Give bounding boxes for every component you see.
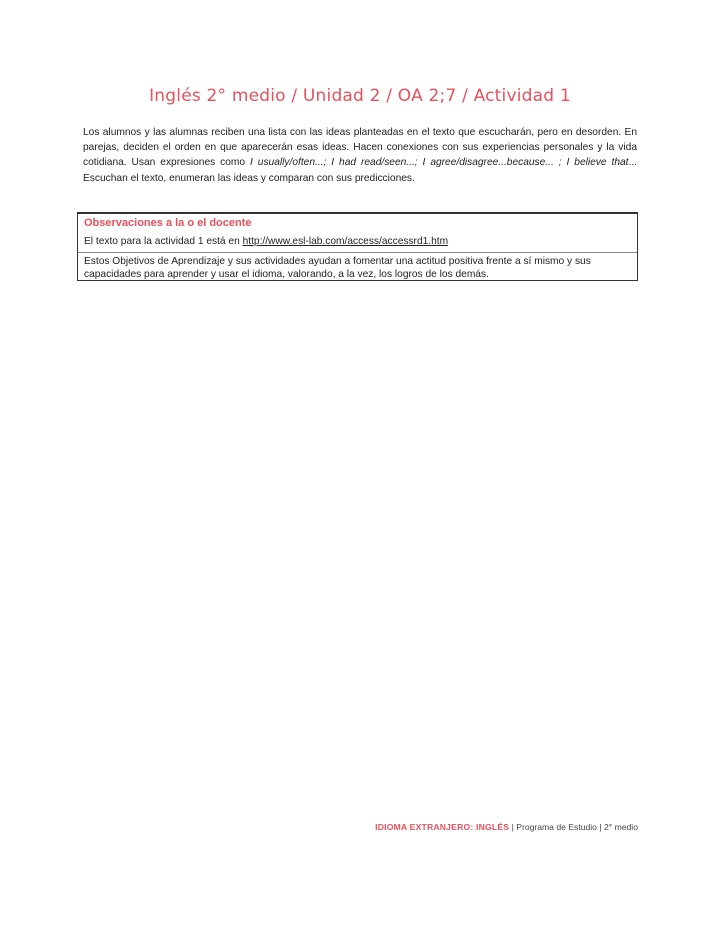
footer-separator: | (596, 822, 604, 832)
intro-paragraph (83, 125, 637, 186)
activity-text-link[interactable]: http://www.esl-lab.com/access/accessrd1.htm (242, 236, 449, 247)
teacher-observations-box (77, 212, 638, 281)
intro-expressions: I usually/often...; I had read/seen...; I agree/disagree...because... ; I believe that (250, 157, 629, 169)
footer-level: 2° medio (603, 822, 638, 832)
observations-divider (78, 252, 637, 253)
intro-text-part2: ... Escuchan el texto, enumeran las ideas y comparan con sus predicciones. (83, 157, 637, 184)
footer-separator: | (509, 822, 517, 832)
footer-subject: IDIOMA EXTRANJERO: INGLÉS (375, 822, 510, 832)
observations-link-line (84, 235, 631, 249)
intro-text-part1: Los alumnos y las alumnas reciben una lista con las ideas planteadas en el texto que escucharán, pero en desorden. En parejas, deciden el orden en que aparecerán esas ideas. Hacen conexiones con sus experiencias personales y la vida cotidiana. Usan expresiones como (83, 127, 637, 169)
page-footer (356, 822, 638, 832)
observations-title: Observaciones a la o el docente (84, 217, 252, 229)
footer-program: Programa de Estudio (516, 822, 597, 832)
observations-link-prefix: El texto para la actividad 1 está en (84, 236, 243, 247)
observations-paragraph: Estos Objetivos de Aprendizaje y sus actividades ayudan a fomentar una actitud positiva frente a sí mismo y sus capacidades para aprender y usar el idioma, valorando, a la vez, los logros de los demás. (84, 255, 591, 280)
page-title: Inglés 2° medio / Unidad 2 / OA 2;7 / Actividad 1 (149, 86, 571, 106)
